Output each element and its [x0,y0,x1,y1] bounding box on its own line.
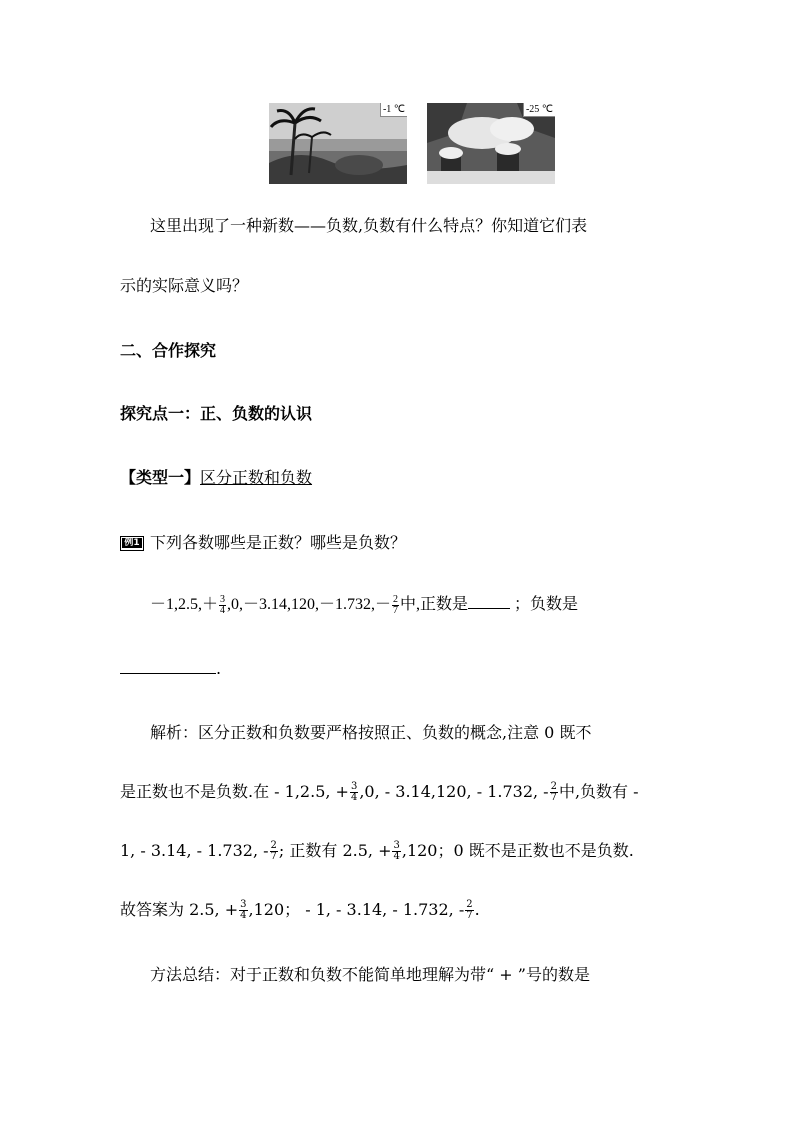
numbers-part-3: 中,正数是 [400,596,469,613]
intro-line-2: 示的实际意义吗？ [120,276,249,295]
analysis-line-1: 解析：区分正数和负数要严格按照正、负数的概念,注意 0 既不 [150,723,592,742]
analysis-line-3: 1, - 3.14, - 1.732, - $\frac{2}{7}$ ; 正数有 2.5, + $\frac{3}{4}$ ,120；0 既不是正数也不是负数. [120,840,634,862]
method-summary: 方法总结：对于正数和负数不能简单地理解为带“ + ”号的数是 [150,965,590,984]
point-heading: 探究点一：正、负数的认识 [120,404,313,423]
type-heading [120,467,312,489]
type-heading-title: 区分正数和负数 [200,468,313,487]
example-badge: 例1 [120,536,144,551]
example-question-text: 下列各数哪些是正数？哪些是负数？ [150,533,407,552]
analysis-line-2: 是正数也不是负数.在 - 1,2.5, + $\frac{3}{4}$ ,0, - 3.14,120, - 1.732, - $\frac{2}{7}$ 中,负数有 - [120,781,639,803]
example-question [120,532,406,554]
positive-answer-blank[interactable] [468,594,510,609]
fraction-two-sevenths: $\frac{2}{7}$ [393,593,399,616]
fraction-three-quarters: $\frac{3}{4}$ [350,781,358,803]
snow-temperature-label: -25 ℃ [523,103,555,117]
fraction-two-sevenths: $\frac{2}{7}$ [270,840,277,862]
negative-answer-line: . [120,658,221,680]
type-heading-prefix: 【类型一】 [120,468,201,487]
example-numbers-line [150,594,578,616]
numbers-part-4: ；负数是 [514,596,579,613]
fraction-three-quarters: $\frac{3}{4}$ [220,593,226,616]
beach-temperature-label: -1 ℃ [380,103,407,117]
negative-answer-blank[interactable] [120,659,216,674]
intro-line-1: 这里出现了一种新数——负数,负数有什么特点？你知道它们表 [150,216,588,235]
numbers-part-1: －1,2.5,＋ [150,596,219,613]
section-heading: 二、合作探究 [120,341,217,360]
fraction-three-quarters: $\frac{3}{4}$ [240,899,247,921]
snow-photo [427,103,555,184]
beach-photo [269,103,407,184]
fraction-two-sevenths: $\frac{2}{7}$ [466,899,473,921]
analysis-line-4: 故答案为 2.5, + $\frac{3}{4}$ ,120； - 1, - 3.14, - 1.732, - $\frac{2}{7}$ . [120,899,480,921]
fraction-two-sevenths: $\frac{2}{7}$ [550,781,557,803]
numbers-part-2: ,0,－3.14,120,－1.732,－ [227,596,392,613]
fraction-three-quarters: $\frac{3}{4}$ [393,840,400,862]
